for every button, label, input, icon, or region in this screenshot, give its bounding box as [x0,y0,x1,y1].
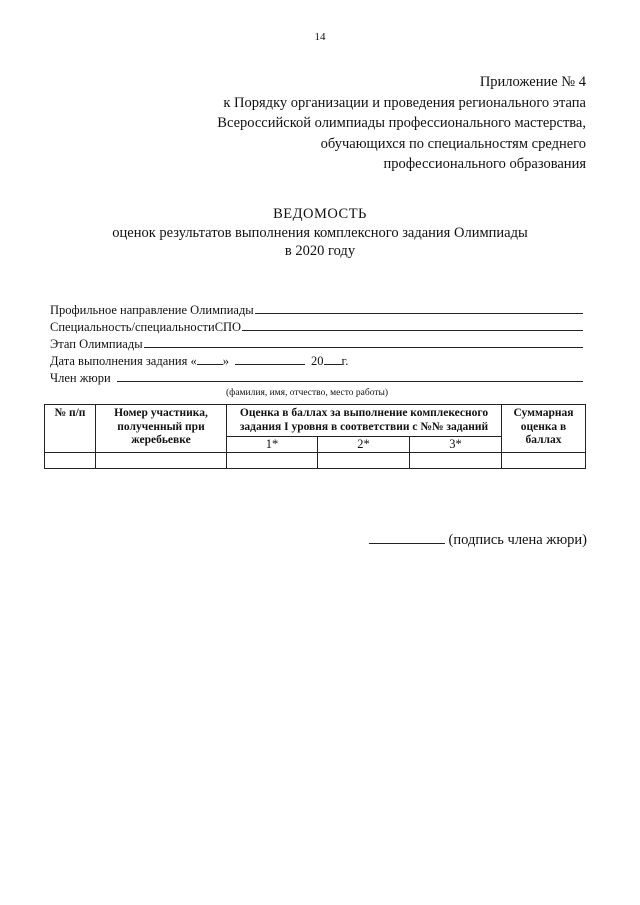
task-column-2: 2* [318,437,410,453]
signature-label: (подпись члена жюри) [448,532,587,548]
appendix-line: к Порядку организации и проведения регионального этапа [223,94,586,111]
specialty-label: Специальность/специальностиСПО [50,320,242,334]
cell-number[interactable] [45,453,96,469]
profile-label: Профильное направление Олимпиады [50,303,254,317]
appendix-line: Приложение № 4 [479,74,586,90]
task-column-3: 3* [410,437,502,453]
stage-field-row [50,336,583,353]
jury-blank[interactable] [117,370,583,382]
cell-participant[interactable] [96,453,227,469]
stage-blank[interactable] [144,336,583,348]
date-year-suffix: г. [341,354,349,368]
profile-field-row [50,302,583,319]
date-quote-close: » [222,354,229,368]
signature-block [369,531,587,549]
appendix-line: Всероссийской олимпиады профессионального мастерства, [217,115,586,131]
title-subheading: оценок результатов выполнения комплексного задания Олимпиады [112,224,528,241]
page-number: 14 [314,31,326,43]
date-year-blank[interactable] [324,353,342,365]
cell-total[interactable] [502,453,586,469]
title-heading: ВЕДОМОСТЬ [273,206,367,222]
table-row [45,453,586,469]
specialty-blank[interactable] [242,319,583,331]
profile-blank[interactable] [255,302,583,314]
title-year: в 2020 году [284,243,356,259]
cell-task-3[interactable] [410,453,502,469]
date-label: Дата выполнения задания « [50,354,197,368]
jury-caption: (фамилия, имя, отчество, место работы) [226,388,389,398]
form-fields [50,302,583,398]
jury-label: Член жюри [50,371,111,385]
cell-task-2[interactable] [318,453,410,469]
specialty-field-row [50,319,583,336]
appendix-line: обучающихся по специальностям среднего [320,135,586,152]
appendix-line: профессионального образования [383,156,586,172]
header-number: № п/п [45,405,96,453]
scores-table [44,404,586,469]
table-header-row [45,405,586,437]
date-field-row [50,353,583,370]
stage-label: Этап Олимпиады [50,337,143,351]
date-year-prefix: 20 [311,354,324,368]
date-day-blank[interactable] [197,353,223,365]
appendix-header [166,72,586,175]
cell-task-1[interactable] [227,453,318,469]
header-score: Оценка в баллах за выполнение комплекесного задания I уровня в соответствии с №№ заданий [227,405,502,437]
document-title [0,205,640,261]
jury-field-row [50,370,583,387]
date-month-blank[interactable] [235,353,305,365]
header-total: Суммарная оценка в баллах [502,405,586,453]
task-column-1: 1* [227,437,318,453]
signature-line[interactable] [369,531,445,544]
header-participant: Номер участника, полученный при жеребьевке [96,405,227,453]
